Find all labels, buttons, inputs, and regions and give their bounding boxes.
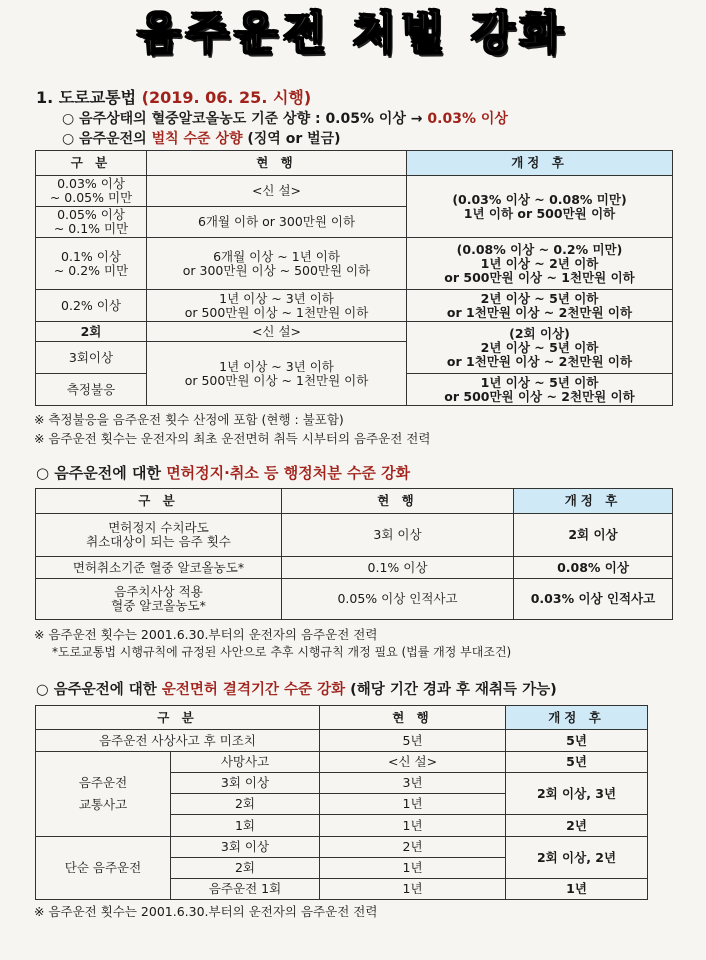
disq-g2-sub3: 음주운전 1회 <box>171 879 320 900</box>
disq-g1-cur1: <신 설> <box>320 752 506 773</box>
bullet2-suffix: (징역 or 벌금) <box>242 131 341 147</box>
disq-row1-revised: 5년 <box>506 730 648 752</box>
section1-heading-label: 1. 도로교통법 <box>36 88 142 107</box>
header-current: 현 행 <box>147 151 407 176</box>
page-title: 음주운전 처벌 강화 <box>137 8 569 59</box>
section1-note2: ※ 음주운전 횟수는 운전자의 최초 운전면허 취득 시부터의 음주운전 전력 <box>34 431 431 446</box>
disq-g1-cur2: 3년 <box>320 773 506 794</box>
disq-g1-sub3: 2회 <box>171 794 320 815</box>
penalty-row3-current: 6개월 이상 ~ 1년 이하 or 300만원 이상 ~ 500만원 이하 <box>147 238 407 290</box>
bullet1-value: 0.03% 이상 <box>427 111 508 127</box>
disq-g2-sub2: 2회 <box>171 858 320 879</box>
section1-date: (2019. 06. 25. 시행) <box>141 88 312 107</box>
admin-row3-revised: 0.03% 이상 인적사고 <box>514 579 673 620</box>
section3-heading-label: ○ 음주운전에 대한 <box>36 682 162 698</box>
admin-row3-category: 음주치사상 적용 혈중 알코올농도* <box>36 579 282 620</box>
disq-header-current: 현 행 <box>320 706 506 730</box>
bullet2-text: ○ 음주운전의 <box>62 131 152 147</box>
section2-heading-label: ○ 음주운전에 대한 <box>36 464 167 482</box>
admin-header-category: 구 분 <box>36 489 282 514</box>
disq-g2-merged-revised: 2회 이상, 2년 <box>506 837 648 879</box>
penalty-row3-revised: (0.08% 이상 ~ 0.2% 미만) 1년 이상 ~ 2년 이하 or 500만원 이상 ~ 1천만원 이하 <box>407 238 673 290</box>
penalty-row7-category: 측정불응 <box>36 374 147 406</box>
disq-g1-cur4: 1년 <box>320 815 506 837</box>
section1-heading <box>36 85 311 108</box>
disq-g2-cur2: 1년 <box>320 858 506 879</box>
penalty-row2-category: 0.05% 이상 ~ 0.1% 미만 <box>36 207 147 238</box>
penalty-row7-revised: 1년 이상 ~ 5년 이하 or 500만원 이상 ~ 2천만원 이하 <box>407 374 673 406</box>
admin-row1-category: 면허정지 수치라도 취소대상이 되는 음주 횟수 <box>36 514 282 557</box>
section3-heading <box>36 678 557 699</box>
admin-header-revised: 개정 후 <box>514 489 673 514</box>
disq-row1-current: 5년 <box>320 730 506 752</box>
admin-row1-current: 3회 이상 <box>282 514 514 557</box>
penalty-row5-current: <신 설> <box>147 322 407 342</box>
penalty-row4-current: 1년 이상 ~ 3년 이하 or 500만원 이상 ~ 1천만원 이하 <box>147 290 407 322</box>
section2-heading-red: 면허정지·취소 등 행정처분 수준 강화 <box>166 464 411 482</box>
penalty-row4-revised: 2년 이상 ~ 5년 이하 or 1천만원 이상 ~ 2천만원 이하 <box>407 290 673 322</box>
bullet2-red: 벌칙 수준 상향 <box>151 131 243 147</box>
header-revised: 개정 후 <box>407 151 673 176</box>
disq-g1-cur3: 1년 <box>320 794 506 815</box>
disq-g2-cur3: 1년 <box>320 879 506 900</box>
admin-row2-category: 면허취소기준 혈중 알코올농도* <box>36 557 282 579</box>
disq-g2-sub1: 3회 이상 <box>171 837 320 858</box>
section3-heading-red: 운전면허 결격기간 수준 강화 <box>161 682 346 698</box>
admin-table <box>35 488 673 620</box>
penalty-row1-current: <신 설> <box>147 176 407 207</box>
bullet1-text: ○ 음주상태의 혈중알코올농도 기준 상향 : 0.05% 이상 → <box>62 111 428 127</box>
title-banner <box>0 4 706 66</box>
penalty-row2-current: 6개월 이하 or 300만원 이하 <box>147 207 407 238</box>
section1-bullet1 <box>62 108 508 128</box>
admin-row2-revised: 0.08% 이상 <box>514 557 673 579</box>
section2-heading <box>36 462 410 483</box>
admin-header-current: 현 행 <box>282 489 514 514</box>
penalty-row4-category: 0.2% 이상 <box>36 290 147 322</box>
disq-g1-sub4: 1회 <box>171 815 320 837</box>
admin-row1-revised: 2회 이상 <box>514 514 673 557</box>
admin-row3-current: 0.05% 이상 인적사고 <box>282 579 514 620</box>
disq-row1-category: 음주운전 사상사고 후 미조치 <box>36 730 320 752</box>
header-category: 구 분 <box>36 151 147 176</box>
penalty-row56-revised: (2회 이상) 2년 이상 ~ 5년 이하 or 1천만원 이상 ~ 2천만원 이하 <box>407 322 673 374</box>
penalty-table <box>35 150 673 406</box>
disqualification-table <box>35 705 648 900</box>
penalty-row12-revised: (0.03% 이상 ~ 0.08% 미만) 1년 이하 or 500만원 이하 <box>407 176 673 238</box>
disq-g2-new3: 1년 <box>506 879 648 900</box>
disq-g1-merged-revised: 2회 이상, 3년 <box>506 773 648 815</box>
section2-note1: ※ 음주운전 횟수는 2001.6.30.부터의 운전자의 음주운전 전력 <box>34 627 378 642</box>
disq-g1-sub2: 3회 이상 <box>171 773 320 794</box>
admin-row2-current: 0.1% 이상 <box>282 557 514 579</box>
penalty-row3-category: 0.1% 이상 ~ 0.2% 미만 <box>36 238 147 290</box>
disq-g2-cur1: 2년 <box>320 837 506 858</box>
disq-header-revised: 개정 후 <box>506 706 648 730</box>
disq-g1-sub1: 사망사고 <box>171 752 320 773</box>
penalty-row6-category: 3회이상 <box>36 342 147 374</box>
disq-header-category: 구 분 <box>36 706 320 730</box>
section2-note2: *도로교통법 시행규칙에 규정된 사안으로 추후 시행규칙 개정 필요 (법률 개정 부대조건) <box>52 645 512 659</box>
section3-note: ※ 음주운전 횟수는 2001.6.30.부터의 운전자의 음주운전 전력 <box>34 904 378 919</box>
disq-group2-label: 단순 음주운전 <box>36 837 171 900</box>
section3-heading-suffix: (해당 기간 경과 후 재취득 가능) <box>345 682 557 698</box>
penalty-row1-category: 0.03% 이상 ~ 0.05% 미만 <box>36 176 147 207</box>
section1-bullet2 <box>62 128 341 148</box>
disq-g1-new4: 2년 <box>506 815 648 837</box>
penalty-row5-category: 2회 <box>36 322 147 342</box>
disq-g1-new1: 5년 <box>506 752 648 773</box>
section1-note1: ※ 측정불응을 음주운전 횟수 산정에 포함 (현행 : 불포함) <box>34 412 344 427</box>
penalty-row67-current: 1년 이상 ~ 3년 이하 or 500만원 이상 ~ 1천만원 이하 <box>147 342 407 406</box>
disq-group1-label: 음주운전 교통사고 <box>36 752 171 837</box>
